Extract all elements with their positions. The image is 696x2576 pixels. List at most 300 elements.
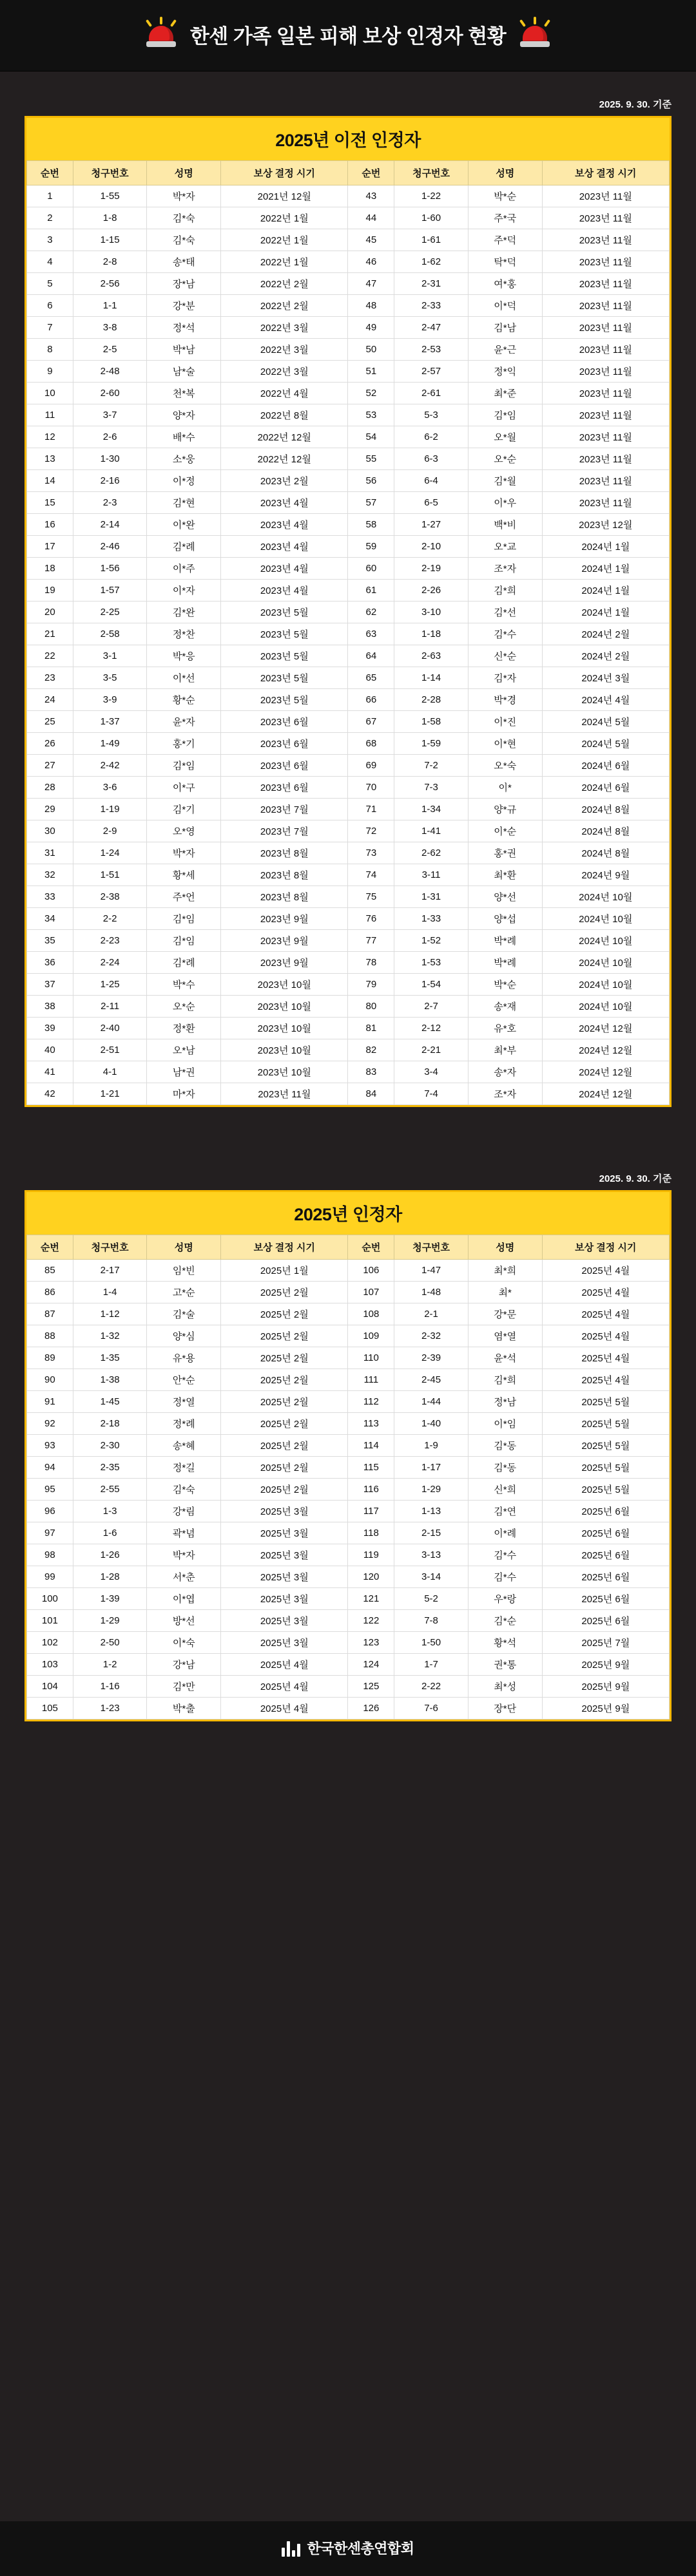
table-cell: 55 [348,448,394,470]
table-cell: 3-7 [73,404,147,426]
table-cell: 김*순 [468,1610,542,1632]
table-cell: 김*기 [147,799,221,820]
table-cell: 윤*석 [468,1347,542,1369]
table-cell: 1-14 [394,667,469,689]
table-row [27,426,670,448]
table-cell: 125 [348,1676,394,1698]
table-cell: 2-61 [394,383,469,404]
table-row [27,229,670,251]
table-cell: 72 [348,820,394,842]
table-cell: 2-51 [73,1039,147,1061]
table-row [27,295,670,317]
table-cell: 82 [348,1039,394,1061]
table-cell: 2025년 6월 [542,1566,669,1588]
table-cell: 1-25 [73,974,147,996]
table-cell: 김*수 [468,1566,542,1588]
table-cell: 58 [348,514,394,536]
column-header: 순번 [27,1235,73,1260]
table-cell: 2025년 7월 [542,1632,669,1654]
table-cell: 66 [348,689,394,711]
table-cell: 42 [27,1083,73,1105]
table-cell: 2-48 [73,361,147,383]
table-cell: 2023년 10월 [221,1018,348,1039]
table-row [27,1566,670,1588]
table-cell: 3-10 [394,601,469,623]
table-cell: 2024년 1월 [542,580,669,601]
table-cell: 7-4 [394,1083,469,1105]
table-cell: 2025년 6월 [542,1501,669,1522]
organization-name: 한국한센총연합회 [307,2541,414,2557]
table-cell: 35 [27,930,73,952]
table-cell: 정*환 [147,1018,221,1039]
table-cell: 2024년 10월 [542,886,669,908]
table-cell: 2-56 [73,273,147,295]
table-cell: 임*빈 [147,1260,221,1282]
table-row [27,777,670,799]
column-header: 순번 [27,161,73,185]
table-cell: 93 [27,1435,73,1457]
table-cell: 유*호 [468,1018,542,1039]
table-row [27,864,670,886]
table-row [27,317,670,339]
table-cell: 박*순 [468,974,542,996]
table-cell: 108 [348,1303,394,1325]
table-cell: 조*자 [468,1083,542,1105]
table-row [27,1325,670,1347]
table-cell: 2023년 4월 [221,558,348,580]
table-cell: 81 [348,1018,394,1039]
table-cell: 2023년 11월 [542,448,669,470]
table-cell: 1-57 [73,580,147,601]
table-cell: 2-6 [73,426,147,448]
table-cell: 39 [27,1018,73,1039]
table-cell: 2024년 8월 [542,820,669,842]
table-cell: 2025년 2월 [221,1479,348,1501]
table-cell: 최*부 [468,1039,542,1061]
table-cell: 최*환 [468,864,542,886]
table-row [27,711,670,733]
table-cell: 2-58 [73,623,147,645]
table-cell: 1-61 [394,229,469,251]
table-cell: 이*자 [147,580,221,601]
table-cell: 오*순 [468,448,542,470]
table-cell: 13 [27,448,73,470]
table-cell: 2024년 1월 [542,601,669,623]
table-cell: 이*순 [468,820,542,842]
table-cell: 김*례 [147,952,221,974]
table-cell: 5 [27,273,73,295]
table-cell: 2023년 11월 [542,404,669,426]
table-cell: 1-55 [73,185,147,207]
table-cell: 양*자 [147,404,221,426]
table-cell: 7-6 [394,1698,469,1719]
table-cell: 2-26 [394,580,469,601]
table-row [27,930,670,952]
table-cell: 37 [27,974,73,996]
table-cell: 김*희 [468,1369,542,1391]
table-cell: 김*만 [147,1676,221,1698]
table-cell: 2-7 [394,996,469,1018]
table-cell: 1-22 [394,185,469,207]
table-cell: 황*석 [468,1632,542,1654]
table-row [27,974,670,996]
table-cell: 112 [348,1391,394,1413]
table-cell: 2025년 5월 [542,1479,669,1501]
table-cell: 10 [27,383,73,404]
table-cell: 2024년 10월 [542,930,669,952]
table-cell: 2023년 6월 [221,777,348,799]
table-row [27,558,670,580]
table-row [27,1083,670,1105]
table-cell: 2025년 4월 [542,1303,669,1325]
table-cell: 정*길 [147,1457,221,1479]
table-cell: 오*남 [147,1039,221,1061]
table-cell: 11 [27,404,73,426]
table-cell: 2-30 [73,1435,147,1457]
table-cell: 12 [27,426,73,448]
table-cell: 2025년 6월 [542,1544,669,1566]
table-cell: 박*수 [147,974,221,996]
table-cell: 2023년 11월 [542,339,669,361]
table-cell: 1-37 [73,711,147,733]
table-cell: 74 [348,864,394,886]
table-cell: 2024년 6월 [542,777,669,799]
table-cell: 이*임 [468,1413,542,1435]
table-cell: 1-40 [394,1413,469,1435]
recipients-table-previous [26,160,670,1105]
column-header: 청구번호 [73,1235,147,1260]
table-row [27,886,670,908]
table-cell: 이*례 [468,1522,542,1544]
table-cell: 2-63 [394,645,469,667]
table-cell: 2023년 6월 [221,733,348,755]
table-cell: 65 [348,667,394,689]
table-cell: 84 [348,1083,394,1105]
table-cell: 2-17 [73,1260,147,1282]
table-cell: 2022년 2월 [221,295,348,317]
table-row [27,1544,670,1566]
table-cell: 김*숙 [147,207,221,229]
table-cell: 41 [27,1061,73,1083]
table-cell: 양*섭 [468,908,542,930]
table-cell: 2025년 3월 [221,1588,348,1610]
table-cell: 96 [27,1501,73,1522]
table-cell: 111 [348,1369,394,1391]
table-cell: 2025년 5월 [542,1391,669,1413]
table-cell: 2024년 10월 [542,952,669,974]
table-cell: 2023년 5월 [221,667,348,689]
table-cell: 이*정 [147,470,221,492]
table-cell: 3-6 [73,777,147,799]
table-cell: 25 [27,711,73,733]
table-cell: 40 [27,1039,73,1061]
table-cell: 1-13 [394,1501,469,1522]
table-row [27,273,670,295]
table-cell: 7-8 [394,1610,469,1632]
table-cell: 7-2 [394,755,469,777]
table-cell: 2024년 4월 [542,689,669,711]
table-cell: 2023년 11월 [542,383,669,404]
table-cell: 1-59 [394,733,469,755]
table-cell: 2025년 4월 [221,1698,348,1719]
table-cell: 103 [27,1654,73,1676]
table-cell: 김*임 [147,755,221,777]
page-header [0,0,696,71]
table-cell: 4 [27,251,73,273]
table-cell: 김*술 [147,1303,221,1325]
column-header: 청구번호 [73,161,147,185]
table-cell: 2024년 10월 [542,974,669,996]
column-header: 성명 [468,161,542,185]
table-cell: 2024년 6월 [542,755,669,777]
table-cell: 61 [348,580,394,601]
table-cell: 94 [27,1457,73,1479]
table-cell: 88 [27,1325,73,1347]
table-cell: 2025년 5월 [542,1457,669,1479]
table-cell: 2025년 4월 [542,1282,669,1303]
table-cell: 최*희 [468,1260,542,1282]
table-cell: 2023년 8월 [221,842,348,864]
table-cell: 백*비 [468,514,542,536]
table-cell: 이*현 [468,733,542,755]
table-cell: 김*임 [468,404,542,426]
table-cell: 2-8 [73,251,147,273]
table-cell: 권*통 [468,1654,542,1676]
table-cell: 1-24 [73,842,147,864]
table-cell: 1-29 [73,1610,147,1632]
table-cell: 2-24 [73,952,147,974]
table-cell: 2023년 9월 [221,908,348,930]
table-cell: 최*성 [468,1676,542,1698]
table-row [27,908,670,930]
table-cell: 2-25 [73,601,147,623]
table-cell: 김*례 [147,536,221,558]
table-cell: 3-9 [73,689,147,711]
table-cell: 2-60 [73,383,147,404]
table-row [27,1479,670,1501]
column-header: 보상 결정 시기 [221,1235,348,1260]
table-row [27,251,670,273]
table-cell: 소*웅 [147,448,221,470]
table-cell: 황*세 [147,864,221,886]
table-cell: 2023년 10월 [221,1061,348,1083]
table-cell: 남*권 [147,1061,221,1083]
table-cell: 116 [348,1479,394,1501]
table-cell: 2025년 1월 [221,1260,348,1282]
column-header: 청구번호 [394,161,469,185]
table-cell: 우*랑 [468,1588,542,1610]
table-cell: 2024년 5월 [542,711,669,733]
table-cell: 1-1 [73,295,147,317]
table-cell: 67 [348,711,394,733]
table-cell: 2023년 9월 [221,930,348,952]
table-cell: 2023년 11월 [542,426,669,448]
table-cell: 2-19 [394,558,469,580]
table-cell: 안*순 [147,1369,221,1391]
table-cell: 2024년 2월 [542,645,669,667]
table-cell: 1-12 [73,1303,147,1325]
table-cell: 2-21 [394,1039,469,1061]
table-row [27,820,670,842]
table-cell: 1-53 [394,952,469,974]
table-cell: 30 [27,820,73,842]
table-cell: 53 [348,404,394,426]
table-row [27,1018,670,1039]
table-cell: 126 [348,1698,394,1719]
table-cell: 2023년 12월 [542,514,669,536]
table-cell: 2023년 2월 [221,470,348,492]
table-card [24,116,672,1107]
table-title: 2025년 인정자 [26,1192,670,1235]
table-cell: 2023년 10월 [221,996,348,1018]
table-cell: 2023년 11월 [542,273,669,295]
table-cell: 89 [27,1347,73,1369]
table-cell: 2-5 [73,339,147,361]
table-row [27,1522,670,1544]
table-cell: 2024년 8월 [542,842,669,864]
column-header: 성명 [468,1235,542,1260]
column-header: 성명 [147,1235,221,1260]
table-cell: 2023년 8월 [221,864,348,886]
table-cell: 28 [27,777,73,799]
table-cell: 2024년 12월 [542,1083,669,1105]
table-cell: 김*임 [147,930,221,952]
table-cell: 이*완 [147,514,221,536]
table-cell: 2024년 1월 [542,536,669,558]
table-cell: 박*출 [147,1698,221,1719]
table-cell: 강*분 [147,295,221,317]
table-cell: 86 [27,1282,73,1303]
table-cell: 3-8 [73,317,147,339]
table-cell: 1-35 [73,1347,147,1369]
table-cell: 김*월 [468,470,542,492]
table-cell: 2023년 11월 [542,251,669,273]
table-header-row [27,1235,670,1260]
table-cell: 2022년 8월 [221,404,348,426]
table-cell: 1-9 [394,1435,469,1457]
section-previous-years [0,71,696,1107]
table-cell: 2025년 4월 [542,1369,669,1391]
table-cell: 79 [348,974,394,996]
table-row [27,536,670,558]
table-cell: 1-58 [394,711,469,733]
table-cell: 2022년 1월 [221,207,348,229]
table-cell: 98 [27,1544,73,1566]
table-cell: 1-16 [73,1676,147,1698]
section-2025 [0,1146,696,1721]
table-row [27,755,670,777]
table-row [27,1435,670,1457]
table-card [24,1190,672,1721]
table-cell: 2024년 9월 [542,864,669,886]
table-cell: 2025년 4월 [221,1654,348,1676]
table-cell: 2-32 [394,1325,469,1347]
table-cell: 최*준 [468,383,542,404]
table-title: 2025년 이전 인정자 [26,118,670,160]
table-cell: 오*월 [468,426,542,448]
table-row [27,492,670,514]
table-cell: 2025년 6월 [542,1610,669,1632]
table-cell: 1-48 [394,1282,469,1303]
table-cell: 2025년 2월 [221,1369,348,1391]
table-cell: 29 [27,799,73,820]
table-cell: 2025년 3월 [221,1632,348,1654]
table-cell: 2023년 11월 [542,229,669,251]
table-cell: 2-35 [73,1457,147,1479]
table-cell: 123 [348,1632,394,1654]
table-cell: 2025년 5월 [542,1413,669,1435]
table-row [27,1369,670,1391]
table-cell: 2-33 [394,295,469,317]
table-cell: 2023년 5월 [221,623,348,645]
table-cell: 김*수 [468,1544,542,1566]
table-cell: 33 [27,886,73,908]
column-header: 보상 결정 시기 [221,161,348,185]
table-cell: 2025년 3월 [221,1501,348,1522]
table-cell: 2025년 2월 [221,1391,348,1413]
table-cell: 3-1 [73,645,147,667]
table-cell: 1-50 [394,1632,469,1654]
table-cell: 2022년 1월 [221,251,348,273]
table-row [27,799,670,820]
table-cell: 1-15 [73,229,147,251]
table-cell: 1-21 [73,1083,147,1105]
table-row [27,361,670,383]
table-cell: 신*순 [468,645,542,667]
table-cell: 117 [348,1501,394,1522]
table-cell: 68 [348,733,394,755]
table-cell: 1-52 [394,930,469,952]
table-cell: 2-3 [73,492,147,514]
table-cell: 정*석 [147,317,221,339]
table-cell: 2024년 12월 [542,1039,669,1061]
table-cell: 4-1 [73,1061,147,1083]
table-cell: 이*엽 [147,1588,221,1610]
table-cell: 69 [348,755,394,777]
table-cell: 송*태 [147,251,221,273]
table-cell: 2023년 5월 [221,601,348,623]
table-cell: 122 [348,1610,394,1632]
table-cell: 26 [27,733,73,755]
table-cell: 2-23 [73,930,147,952]
table-cell: 1-47 [394,1260,469,1282]
table-cell: 2022년 3월 [221,361,348,383]
table-cell: 윤*근 [468,339,542,361]
table-cell: 2023년 11월 [542,361,669,383]
table-cell: 2024년 2월 [542,623,669,645]
table-cell: 고*순 [147,1282,221,1303]
table-cell: 3-11 [394,864,469,886]
table-cell: 2023년 7월 [221,820,348,842]
table-row [27,470,670,492]
table-cell: 2025년 4월 [542,1347,669,1369]
table-cell: 1-41 [394,820,469,842]
column-header: 순번 [348,161,394,185]
table-cell: 2024년 12월 [542,1061,669,1083]
table-cell: 45 [348,229,394,251]
table-cell: 이*선 [147,667,221,689]
table-cell: 2-47 [394,317,469,339]
table-cell: 104 [27,1676,73,1698]
table-cell: 2023년 11월 [542,317,669,339]
table-cell: 윤*자 [147,711,221,733]
table-row [27,1610,670,1632]
table-cell: 1-49 [73,733,147,755]
table-row [27,1347,670,1369]
table-cell: 23 [27,667,73,689]
table-row [27,383,670,404]
table-cell: 78 [348,952,394,974]
